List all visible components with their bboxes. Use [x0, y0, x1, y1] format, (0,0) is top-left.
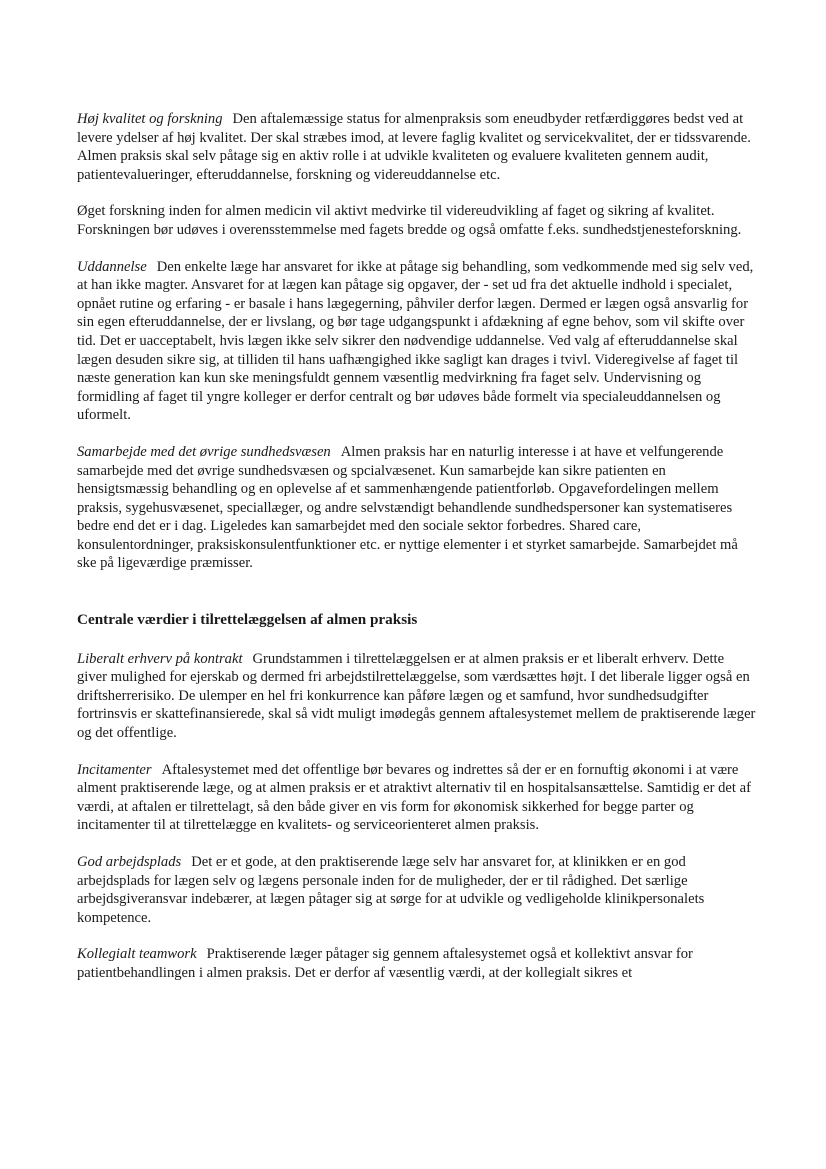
paragraph-text: Grundstammen i tilrettelæggelsen er at almen praksis er et liberalt erhverv. Dette giver mulighed for ejerskab og dermed fri arbejdstilrettelæggelse, som værdsættes højt. I det liberale ligger også en driftsherrerisiko. De ulemper en hel fri konkurrence kan påføre lægen og et samfund, hvor sundhedsudgifter fortrinsvis er skattefinansierede, skal så vidt muligt imødegås gennem aftalesystemet mellem de praktiserende læger og det offentlige.	[77, 650, 756, 742]
paragraph-god-arbejdsplads	[77, 853, 757, 927]
paragraph-text: Det er et gode, at den praktiserende læge selv har ansvaret for, at klinikken er en god arbejdsplads for lægen selv og lægens personale inden for de muligheder, der er til rådighed. Det særlige arbejdsgiveransvar indebærer, at lægen påtager sig at sørge for at udvikle og vedligeholde klinikpersonalets kompetence.	[77, 854, 705, 926]
section-heading: Centrale værdier i tilrettelæggelsen af almen praksis	[77, 611, 418, 629]
paragraph-incitamenter	[77, 761, 757, 835]
paragraph-lead-title: Uddannelse	[77, 258, 147, 275]
paragraph-hoej-kvalitet	[77, 110, 757, 184]
document-page	[77, 110, 757, 1001]
paragraph-lead-title: Kollegialt teamwork	[77, 946, 197, 963]
paragraph-text: Praktiserende læger påtager sig gennem aftalesystemet også et kollektivt ansvar for patientbehandlingen i almen praksis. Det er derfor af væsentlig værdi, at der kollegialt sikres et	[77, 946, 693, 981]
paragraph-text: Den enkelte læge har ansvaret for ikke at påtage sig behandling, som vedkommende med sig selv ved, at han ikke magter. Ansvaret for at lægen kan påtage sig opgaver, der - set ud fra det aktuelle indhold i specialet, opnået rutine og erfaring - er basale i hans lægegerning, påhviler derfor lægen. Dermed er lægen også ansvarlig for sin egen efteruddannelse, der er livslang, og bør tage udgangspunkt i afdækning af egne behov, som vil skifte over tid. Det er uacceptabelt, hvis lægen ikke selv sikrer den nødvendige uddannelse. Ved valg af efteruddannelse skal lægen desuden sikre sig, at tilliden til hans uafhængighed ikke sagligt kan drages i tvivl. Videregivelse af faget til næste generation kan kun ske meningsfuldt gennem væsentlig medvirkning fra faget selv. Undervisning og formidling af faget til yngre kolleger er derfor centralt og bør udøves både formelt via specialeuddannelsen og uformelt.	[77, 258, 754, 424]
paragraph-lead-title: God arbejdsplads	[77, 854, 182, 870]
paragraph-lead-title: Incitamenter	[77, 761, 152, 778]
paragraph-lead-title: Høj kvalitet og forskning	[77, 111, 223, 127]
paragraph-kollegialt-teamwork	[77, 945, 757, 982]
paragraph-lead-title: Liberalt erhverv på kontrakt	[77, 650, 243, 667]
paragraph-lead-title: Samarbejde med det øvrige sundhedsvæsen	[77, 443, 331, 460]
paragraph-liberalt-erhverv	[77, 650, 757, 743]
paragraph-samarbejde	[77, 443, 757, 573]
paragraph-text: Almen praksis har en naturlig interesse i at have et velfungerende samarbejde med det øvrige sundhedsvæsen og spcialvæsenet. Kun samarbejde kan sikre patienten en hensigtsmæssig behandling og en oplevelse af et sammenhængende patientforløb. Opgavefordelingen mellem praksis, sygehusvæsenet, speciallæger, og andre selvstændigt behandlende sundhedspersoner kan systematiseres bedre end det er i dag. Ligeledes kan samarbejdet med den sociale sektor forbedres. Shared care, konsulentordninger, praksiskonsulentfunktioner etc. er nyttige elementer i et styrket samarbejde. Samarbejdet må ske på ligeværdige præmisser.	[77, 443, 738, 572]
paragraph-forskning	[77, 202, 757, 239]
paragraph-text: Øget forskning inden for almen medicin vil aktivt medvirke til videreudvikling af faget og sikring af kvalitet. Forskningen bør udøves i overensstemmelse med fagets bredde og også omfatte f.eks. sundhedstjenesteforskning.	[77, 203, 742, 238]
paragraph-uddannelse	[77, 258, 757, 425]
paragraph-text: Aftalesystemet med det offentlige bør bevares og indrettes så der er en fornuftig økonomi i at være alment praktiserende læge, og at almen praksis er et atraktivt alternativ til en hospitalsansættelse. Samtidig er det af værdi, at aftalen er tilrettelagt, så den både giver en vis form for økonomisk sikkerhed for begge parter og incitamenter til at tilrettelægge en kvalitets- og serviceorienteret almen praksis.	[77, 761, 751, 834]
paragraph-text: Den aftalemæssige status for almenpraksis som eneudbyder retfærdiggøres bedst ved at levere ydelser af høj kvalitet. Der skal stræbes imod, at levere faglig kvalitet og servicekvalitet, der er tidssvarende. Almen praksis skal selv påtage sig en aktiv rolle i at udvikle kvaliteten og evaluere kvaliteten gennem audit, patientevalueringer, efteruddannelse, forskning og videreuddannelse etc.	[77, 111, 751, 183]
